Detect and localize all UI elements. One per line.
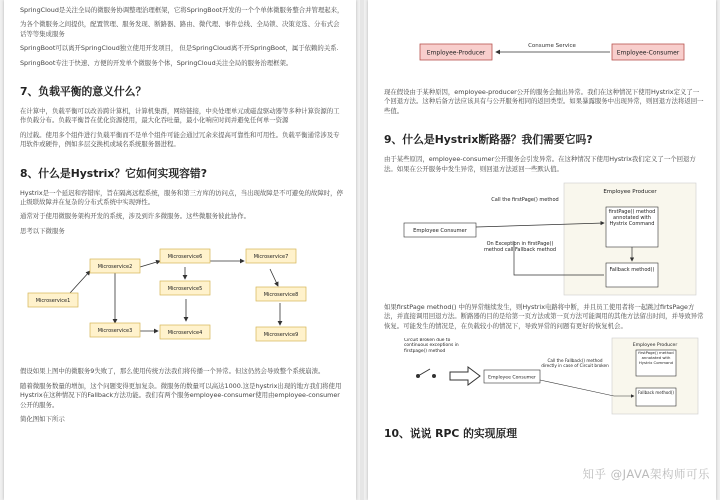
producer-consumer-diagram: [384, 20, 704, 80]
firstpage-label: firstPage() method annotated with Hystrix Command: [638, 351, 674, 365]
microservice-label: Microservice7: [253, 254, 289, 261]
microservice-label: Microservice3: [97, 328, 133, 335]
paragraph: SpringBoot专注于快速、方便的开发单个微服务个体，SpringCloud关注全局的服务治理框架。: [20, 58, 293, 67]
paragraph: 通常对于使用微服务架构开发的系统，涉及到许多微服务。这些微服务彼此协作。: [20, 212, 251, 221]
fallback-label: Fallback method(): [609, 267, 655, 274]
hystrix-fallback-diagram: [384, 179, 704, 299]
circuit-switch-icon: [417, 369, 436, 378]
paragraph: 随着微服务数量的增加，这个问题变得更加复杂。微服务的数量可以高达1000.这是hystrix出现的地方我们将使用Hystrix在这种情况下的Fallback方法功能。我们有两个服务employee-consumer使用由employee-consumer公开的服务。: [20, 381, 342, 409]
left-page: [4, 0, 356, 500]
microservice-label: Microservice5: [167, 286, 203, 293]
right-page: [368, 0, 716, 500]
paragraph: 在计算中，负载平衡可以改善跨计算机，计算机集群，网络链接，中央处理单元或磁盘驱动器等多种计算资源的工作负载分布。负载平衡旨在优化资源使用，最大化吞吐量，最小化响应时间并避免任何单一资源: [20, 107, 340, 125]
microservice-label: Microservice6: [167, 254, 203, 261]
microservice-diagram: [20, 241, 344, 361]
section-heading-9: 9、什么是Hystrix断路器？我们需要它吗?: [384, 133, 593, 147]
microservice-label: Microservice8: [263, 292, 299, 299]
paragraph: 的过载。使用多个组件进行负载平衡而不是单个组件可能会通过冗余来提高可靠性和可用性。负载平衡通常涉及专用软件或硬件，例如多层交换机或域名系统服务器进程。: [20, 130, 340, 149]
consumer-label: Employee Consumer: [488, 375, 536, 381]
call-label: Call the Fallback() method directly in case of Circuit broken: [541, 358, 609, 369]
edge: [140, 261, 160, 267]
consumer-label: Employee Consumer: [413, 228, 467, 235]
section-heading-7: 7、负载平衡的意义什么？: [20, 85, 147, 99]
microservice-label: Microservice4: [167, 330, 203, 337]
microservice-label: Microservice1: [35, 298, 71, 305]
call-label: Call the firstPage() method: [491, 197, 559, 204]
paragraph: 思考以下微服务: [20, 226, 65, 235]
circuit-note: Circuit Broken due to continuous exceptions in firstpage() method: [404, 338, 459, 355]
producer-title: Employee Producer: [603, 189, 657, 196]
producer-label: Employee-Producer: [426, 49, 486, 57]
paragraph: SpringCloud是关注全局的微服务协调整理治理框架，它将SpringBoot开发的一个个单体微服务整合并管理起来，: [20, 6, 344, 14]
paragraph: SpringBoot可以离开SpringCloud独立使用开发项目， 但是SpringCloud离不开SpringBoot，属于依赖的关系.: [20, 44, 339, 53]
big-arrow: [450, 367, 480, 385]
edge: [70, 271, 90, 293]
paragraph: 简化图如下所示: [20, 414, 65, 423]
microservice-label: Microservice2: [97, 264, 133, 271]
paragraph: 由于某些原因，employee-consumer公开服务会引发异常。在这种情况下使用Hystrix我们定义了一个回退方法。如果在公开服务中发生异常，则回退方法返回一些默认值。: [384, 155, 696, 173]
microservice-label: Microservice9: [263, 332, 299, 339]
circuit-breaker-diagram: [384, 336, 704, 416]
watermark: 知乎 @JAVA架构师可乐: [582, 467, 710, 481]
paragraph: 如果firstPage method() 中的异常继续发生，则Hystrix电路将中断，并且员工使用者将一起跳过firtsPage方法，并直接调用回退方法。断路器的目的是给第一页方法或第一页方法可能调用的其他方法留出时间，并导致异常恢复。可能发生的情况是，在负载较小的情况下，导致异常的问题有更好的恢复机会。: [384, 303, 704, 330]
producer-title: Employee Producer: [632, 343, 678, 349]
section-heading-8: 8、什么是Hystrix？它如何实现容错?: [20, 166, 207, 180]
edge: [270, 269, 278, 286]
consumer-label: Employee-Consumer: [616, 49, 680, 57]
firstpage-label: firstPage() method annotated with Hystrix Command: [608, 209, 656, 228]
section-heading-10: 10、说说 RPC 的实现原理: [384, 427, 518, 441]
paragraph: 为各个微服务之间提供，配置管理、服务发现、断路器、路由、微代理、事件总线、全局锁、决策竞选、分布式会话等等集成服务: [20, 20, 340, 38]
exception-label: On Exception in firstPage() method call Fallback method: [483, 241, 557, 254]
paragraph: 现在假设由于某种原因，employee-producer公开的服务会抛出异常。我们在这种情况下使用Hystrix定义了一个回退方法。这种后备方法应该具有与公开服务相同的返回类型。如果暴露服务中出现异常，则回退方法将返回一些值。: [384, 88, 704, 115]
paragraph: 假设如果上图中的微服务9失败了，那么使用传统方法我们将传播一个异常。但这仍然会导致整个系统崩溃。: [20, 367, 325, 376]
edge-label: Consume Service: [528, 43, 576, 49]
paragraph: Hystrix是一个延迟和容错库，旨在隔离远程系统，服务和第三方库的访问点，当出现故障是不可避免的故障时，停止级联故障并在复杂的分布式系统中实现弹性。: [20, 188, 343, 207]
fallback-label: Fallback method(): [638, 390, 674, 396]
page-divider: [360, 0, 364, 500]
